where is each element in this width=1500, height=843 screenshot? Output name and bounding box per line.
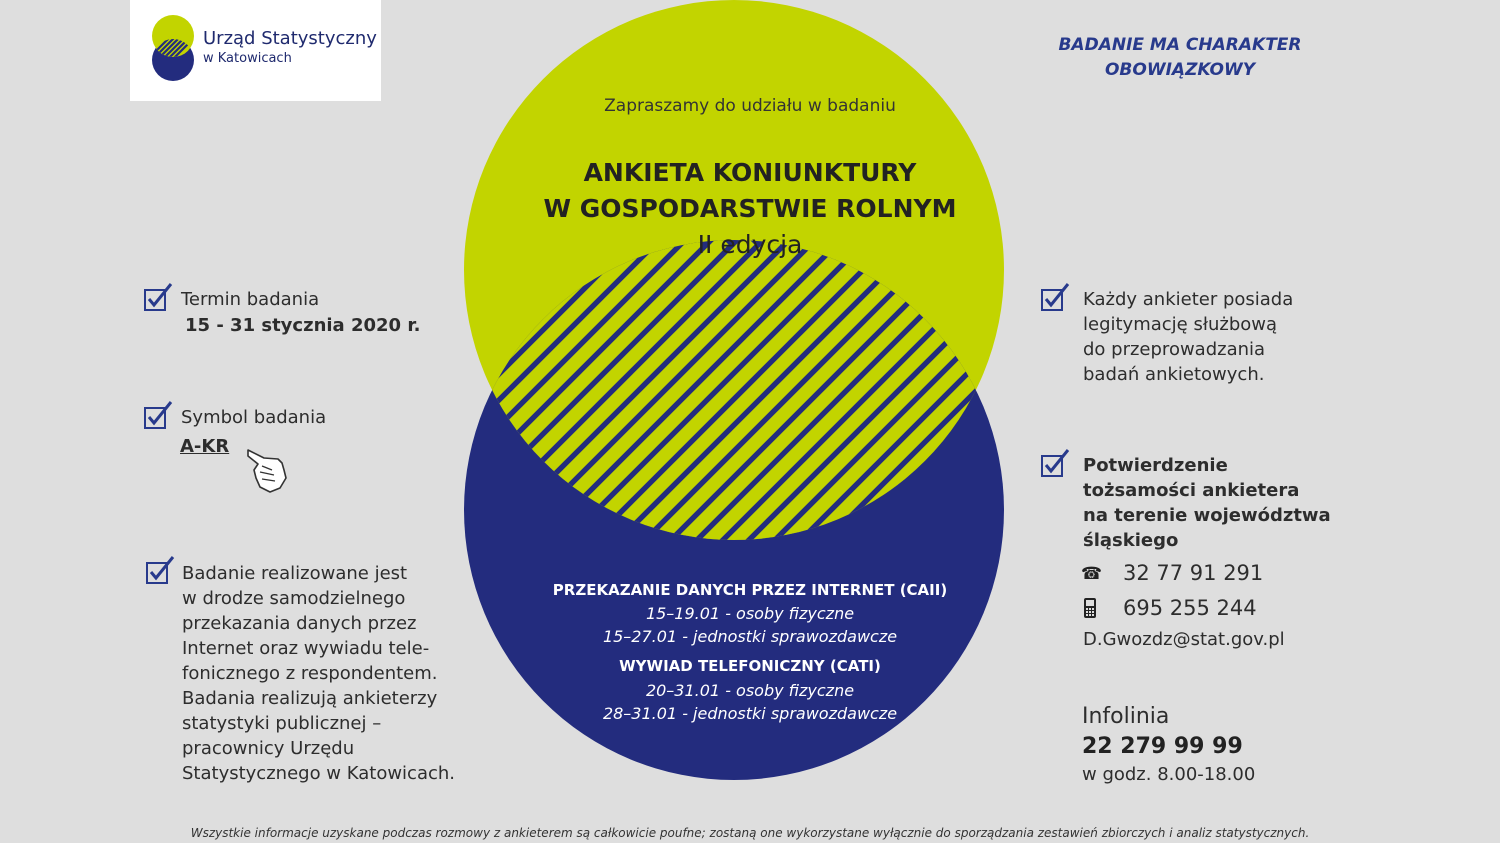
logo-subtitle: w Katowicach: [203, 51, 292, 66]
checkbox-icon: [1040, 448, 1070, 478]
confidentiality-footer: Wszystkie informacje uzyskane podczas rozmowy z ankieterem są całkowicie poufne; zostaną one wykorzystane wyłącznie do sporządzania zestawień zbiorczych i analiz statystycznych.: [190, 826, 1310, 840]
mobile-phone-icon: [1083, 597, 1097, 619]
contact-email[interactable]: D.Gwozdz@stat.gov.pl: [1083, 629, 1285, 650]
infoline-hours: w godz. 8.00-18.00: [1082, 764, 1256, 785]
cati-heading: WYWIAD TELEFONICZNY (CATI): [619, 657, 881, 675]
caii-line-1: 15–19.01 - osoby fizyczne: [645, 604, 855, 623]
method-line: pracownicy Urzędu: [182, 738, 355, 759]
method-description: [182, 561, 455, 786]
method-line: Badania realizują ankieterzy: [182, 688, 438, 709]
survey-title-line-1: ANKIETA KONIUNKTURY: [583, 158, 917, 187]
mandatory-line-2: OBOWIĄZKOWY: [1104, 60, 1256, 80]
confirmation-line: tożsamości ankietera: [1083, 480, 1300, 501]
cati-line-1: 20–31.01 - osoby fizyczne: [645, 681, 855, 700]
invite-text: Zapraszamy do udziału w badaniu: [604, 96, 896, 116]
phone-icon: ☎: [1081, 564, 1103, 584]
id-card-line: Każdy ankieter posiada: [1083, 289, 1294, 310]
checkbox-icon: [1040, 282, 1070, 312]
survey-title-line-2: W GOSPODARSTWIE ROLNYM: [543, 194, 957, 223]
confirmation-line: na terenie województwa: [1083, 505, 1331, 526]
method-line: Badanie realizowane jest: [182, 563, 408, 584]
infoline-phone[interactable]: 22 279 99 99: [1082, 734, 1243, 759]
caii-line-2: 15–27.01 - jednostki sprawozdawcze: [602, 627, 898, 646]
term-label: Termin badania: [181, 289, 320, 310]
method-line: Internet oraz wywiadu tele-: [182, 638, 430, 659]
logo-title: Urząd Statystyczny: [203, 28, 377, 49]
symbol-label: Symbol badania: [181, 407, 327, 428]
cati-line-2: 28–31.01 - jednostki sprawozdawcze: [602, 704, 898, 723]
identity-confirmation: [1083, 453, 1331, 553]
landline-phone[interactable]: 32 77 91 291: [1123, 561, 1264, 585]
method-line: Statystycznego w Katowicach.: [182, 763, 456, 784]
confirmation-line: Potwierdzenie: [1083, 455, 1228, 476]
method-line: przekazania danych przez: [182, 613, 417, 634]
infoline-label: Infolinia: [1082, 704, 1170, 729]
id-card-line: do przeprowadzania: [1083, 339, 1266, 360]
mobile-phone[interactable]: 695 255 244: [1123, 596, 1257, 620]
confirmation-line: śląskiego: [1083, 530, 1179, 551]
checkbox-icon: [143, 400, 173, 430]
pointing-hand-icon: [244, 444, 292, 494]
id-card-line: legitymację służbową: [1083, 314, 1278, 335]
method-line: statystyki publicznej –: [182, 713, 382, 734]
symbol-value: A-KR: [180, 436, 230, 457]
mandatory-line-1: BADANIE MA CHARAKTER: [1058, 35, 1302, 55]
term-value: 15 - 31 stycznia 2020 r.: [185, 315, 421, 336]
checkbox-icon: [145, 555, 175, 585]
id-card-description: [1083, 287, 1293, 387]
checkbox-icon: [143, 282, 173, 312]
edition-label: II edycja: [697, 230, 803, 259]
id-card-line: badań ankietowych.: [1083, 364, 1265, 385]
caii-heading: PRZEKAZANIE DANYCH PRZEZ INTERNET (CAII): [552, 581, 948, 599]
method-line: w drodze samodzielnego: [182, 588, 406, 609]
method-line: fonicznego z respondentem.: [182, 663, 438, 684]
